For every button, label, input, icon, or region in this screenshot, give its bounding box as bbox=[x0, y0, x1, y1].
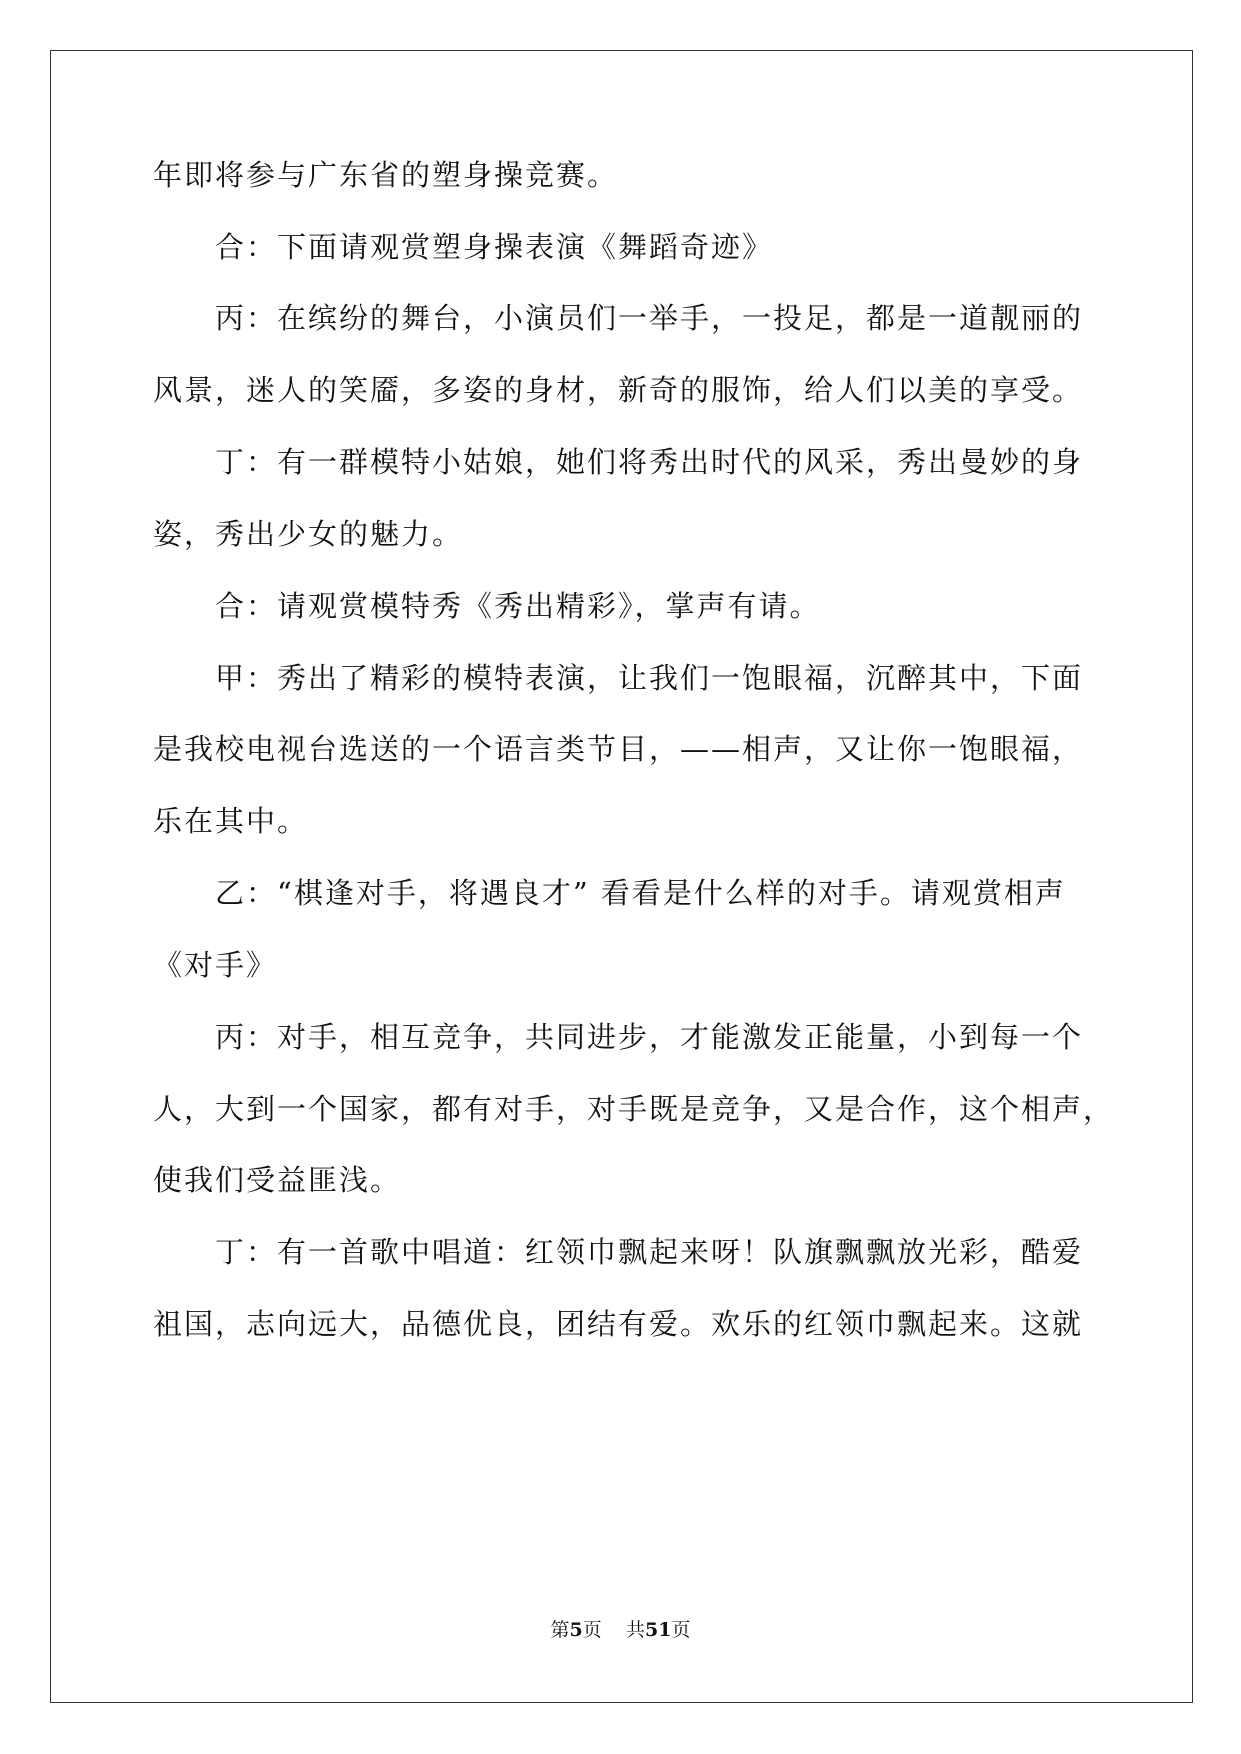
footer-page-suffix: 页 bbox=[582, 1619, 602, 1641]
footer-prefix: 第 bbox=[550, 1619, 570, 1641]
text-line: 乐在其中。 bbox=[153, 804, 309, 838]
text-line: 甲：秀出了精彩的模特表演，让我们一饱眼福，沉醉其中，下面 bbox=[215, 661, 1084, 695]
text-line: 人，大到一个国家，都有对手，对手既是竞争，又是合作，这个相声， bbox=[153, 1092, 1115, 1126]
text-line: 丁：有一首歌中唱道：红领巾飘起来呀！队旗飘飘放光彩，酷爱 bbox=[215, 1235, 1084, 1269]
total-page-number: 51 bbox=[644, 1619, 672, 1641]
text-line: 《对手》 bbox=[153, 948, 278, 982]
footer-total-prefix: 共 bbox=[625, 1619, 645, 1641]
text-line: 使我们受益匪浅。 bbox=[153, 1163, 402, 1197]
text-line: 祖国，志向远大，品德优良，团结有爱。欢乐的红领巾飘起来。这就 bbox=[153, 1307, 1084, 1341]
text-line: 姿，秀出少女的魅力。 bbox=[153, 517, 464, 551]
text-line: 丙：对手，相互竞争，共同进步，才能激发正能量，小到每一个 bbox=[215, 1020, 1084, 1054]
text-line: 丙：在缤纷的舞台，小演员们一举手，一投足，都是一道靓丽的 bbox=[215, 301, 1084, 335]
text-line: 年即将参与广东省的塑身操竞赛。 bbox=[153, 158, 619, 192]
current-page-number: 5 bbox=[569, 1619, 583, 1641]
text-line: 乙：“棋逢对手，将遇良才” 看看是什么样的对手。请观赏相声 bbox=[215, 876, 1066, 910]
text-line: 是我校电视台选送的一个语言类节目，——相声，又让你一饱眼福， bbox=[153, 732, 1084, 766]
text-line: 丁：有一群模特小姑娘，她们将秀出时代的风采，秀出曼妙的身 bbox=[215, 445, 1084, 479]
text-line: 风景，迷人的笑靥，多姿的身材，新奇的服饰，给人们以美的享受。 bbox=[153, 373, 1084, 407]
page-footer bbox=[0, 1617, 1241, 1643]
text-line: 合：下面请观赏塑身操表演《舞蹈奇迹》 bbox=[215, 230, 774, 264]
text-line: 合：请观赏模特秀《秀出精彩》，掌声有请。 bbox=[215, 589, 821, 623]
footer-total-suffix: 页 bbox=[671, 1619, 691, 1641]
